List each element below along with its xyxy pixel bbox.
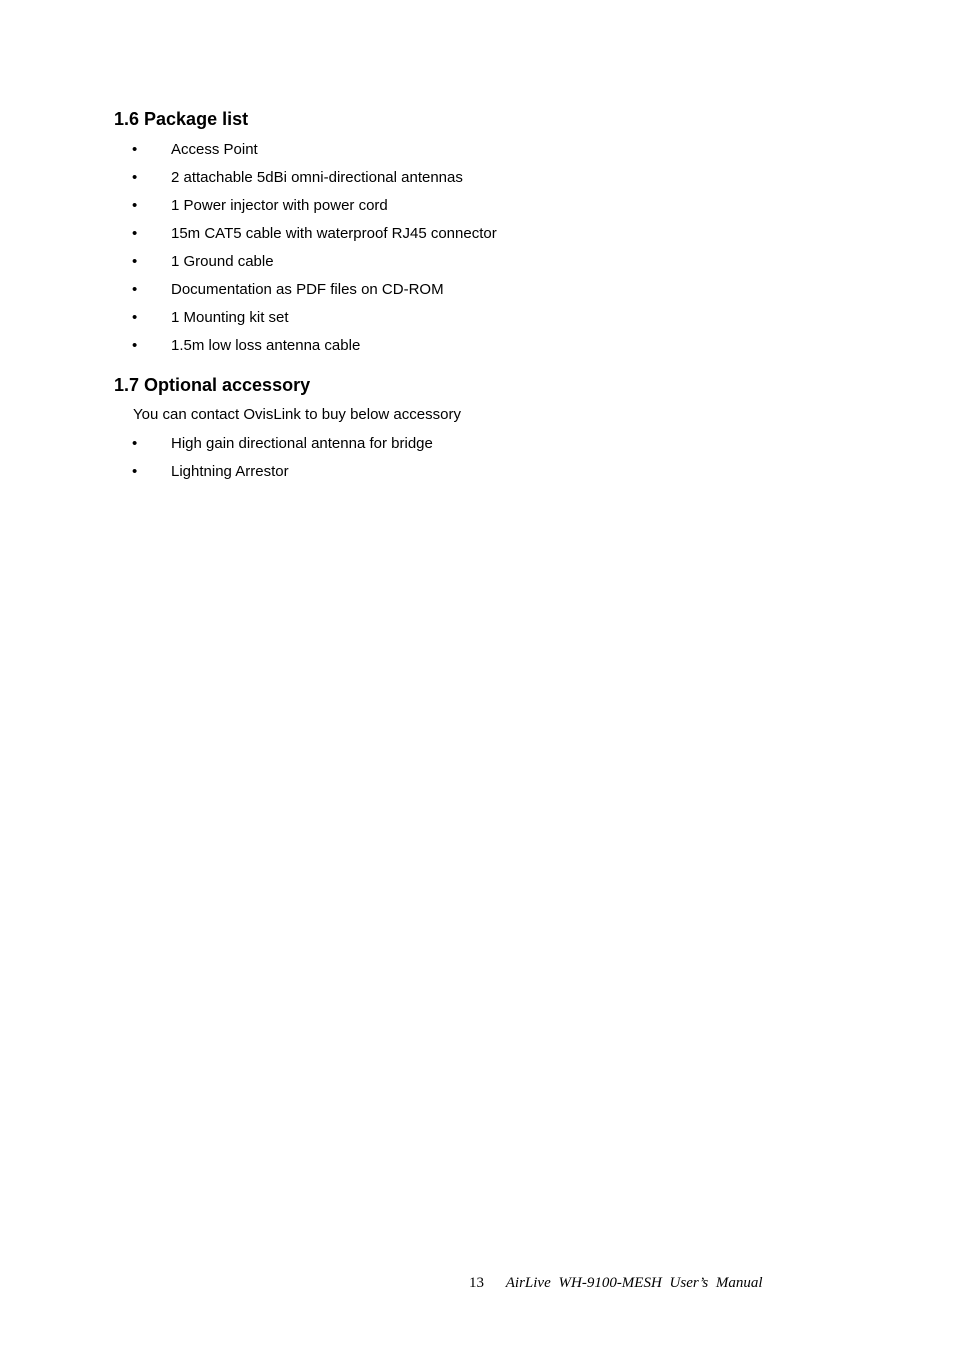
bullet-icon: • [132,435,138,452]
list-item-text: High gain directional antenna for bridge [171,435,433,452]
list-item-text: 1 Ground cable [171,253,274,270]
page-footer [469,1273,763,1293]
list-item-text: 1 Power injector with power cord [171,197,388,214]
list-item-text: Lightning Arrestor [171,463,289,480]
bullet-icon: • [132,463,138,480]
list-item-text: 1.5m low loss antenna cable [171,337,361,354]
section-heading-package-list: 1.6 Package list [114,109,249,129]
section-intro-text: You can contact OvisLink to buy below accessory [133,406,461,423]
manual-title: AirLive WH-9100-MESH User’s Manual [505,1275,763,1291]
list-item-text: 15m CAT5 cable with waterproof RJ45 connector [171,225,497,242]
bullet-icon: • [132,309,138,326]
bullet-icon: • [132,225,138,242]
bullet-icon: • [132,169,138,186]
bullet-icon: • [132,197,138,214]
bullet-icon: • [132,141,138,158]
list-item-text: 1 Mounting kit set [171,309,289,326]
list-item-text: Documentation as PDF files on CD-ROM [171,281,444,298]
bullet-icon: • [132,337,138,354]
list-item-text: 2 attachable 5dBi omni-directional antennas [171,169,463,186]
list-item-text: Access Point [171,141,258,158]
bullet-icon: • [132,253,138,270]
bullet-icon: • [132,281,138,298]
page-number: 13 [469,1275,484,1291]
section-heading-optional-accessory: 1.7 Optional accessory [114,375,311,395]
